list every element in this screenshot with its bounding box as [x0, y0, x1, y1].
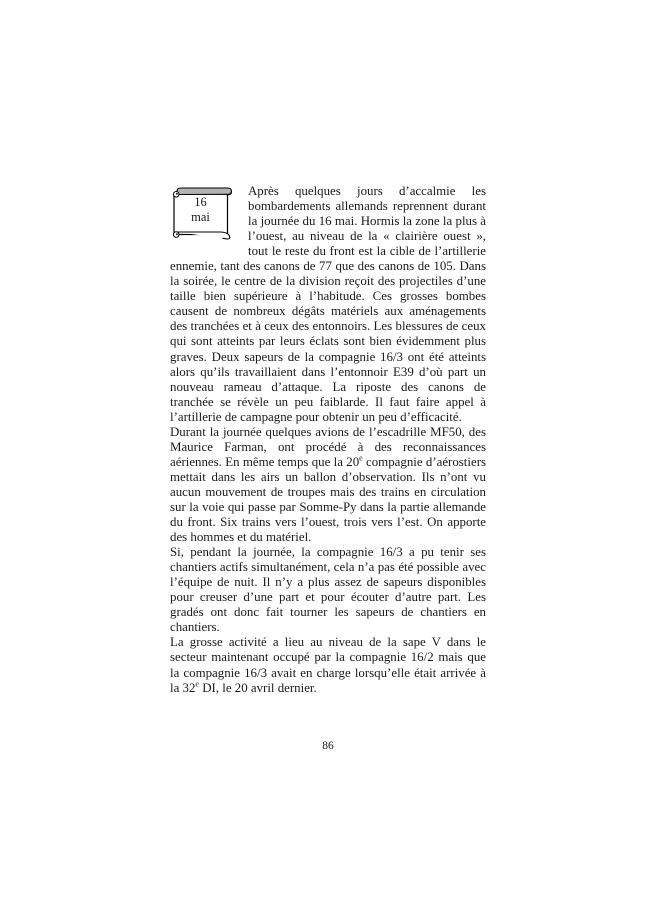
- text-run: Après quelques jours d’accalmie les bombardements allemands reprennent durant la journée du 16 mai. Hormis la zone la plus à l’ouest, au niveau de la « clairière ouest », tout le reste du front est la cible de l’artillerie ennemie, tant des canons de 77 que des canons de 105. Dans la soirée, le centre de la division reçoit des projectiles d’une taille bien supérieure à l’habitude. Ces grosses bombes causent de nombreux dégâts matériels aux aménagements des tranchées et à ceux des entonnoirs. Les blessures de ceux qui sont atteints par leurs éclats sont bien évidemment plus graves. Deux sapeurs de la compagnie 16/3 ont été atteints alors qu’ils travaillaient dans l’entonnoir E39 d’où part un nouveau rameau d’attaque. La riposte des canons de tranchée se révèle un peu faiblarde. Il faut faire appel à l’artillerie de campagne pour obtenir un peu d’efficacité.: [170, 184, 486, 424]
- text-run: La grosse activité a lieu au niveau de la sape V dans le secteur maintenant occupé par la compagnie 16/2 mais que la compagnie 16/3 avait en charge lorsqu’elle était arrivée à la 32: [170, 635, 486, 695]
- paragraph: [170, 635, 486, 695]
- text-run: Si, pendant la journée, la compagnie 16/3 a pu tenir ses chantiers actifs simultanément, cela n’a pas été possible avec l’équipe de nuit. Il n’y a plus assez de sapeurs disponibles pour creuser d’une part et pour écouter d’autre part. Les gradés ont donc fait tourner les sapeurs de chantiers en chantiers.: [170, 545, 486, 635]
- date-label: [173, 195, 228, 225]
- date-month: mai: [191, 210, 210, 224]
- article-text: [170, 184, 486, 696]
- date-day: 16: [194, 195, 207, 209]
- paragraph: [170, 425, 486, 545]
- page-body: [170, 184, 486, 696]
- ordinal-superscript: e: [195, 679, 199, 689]
- ordinal-superscript: e: [359, 453, 363, 463]
- date-scroll: [170, 185, 234, 242]
- text-run: DI, le 20 avril dernier.: [198, 680, 317, 695]
- paragraph: [170, 545, 486, 635]
- text-run: Durant la journée quelques avions de l’escadrille MF50, des Maurice Farman, ont procédé à des reconnaissances aériennes. En même temps que la 20: [170, 424, 486, 469]
- page-number: 86: [322, 740, 334, 752]
- text-run: compagnie d’aérostiers mettait dans les airs un ballon d’observation. Ils n’ont vu aucun mouvement de troupes mais des trains en circulation sur la voie qui passe par Somme-Py dans la partie allemande du front. Six trains vers l’ouest, trois vers l’est. On apporte des hommes et du matériel.: [170, 454, 486, 545]
